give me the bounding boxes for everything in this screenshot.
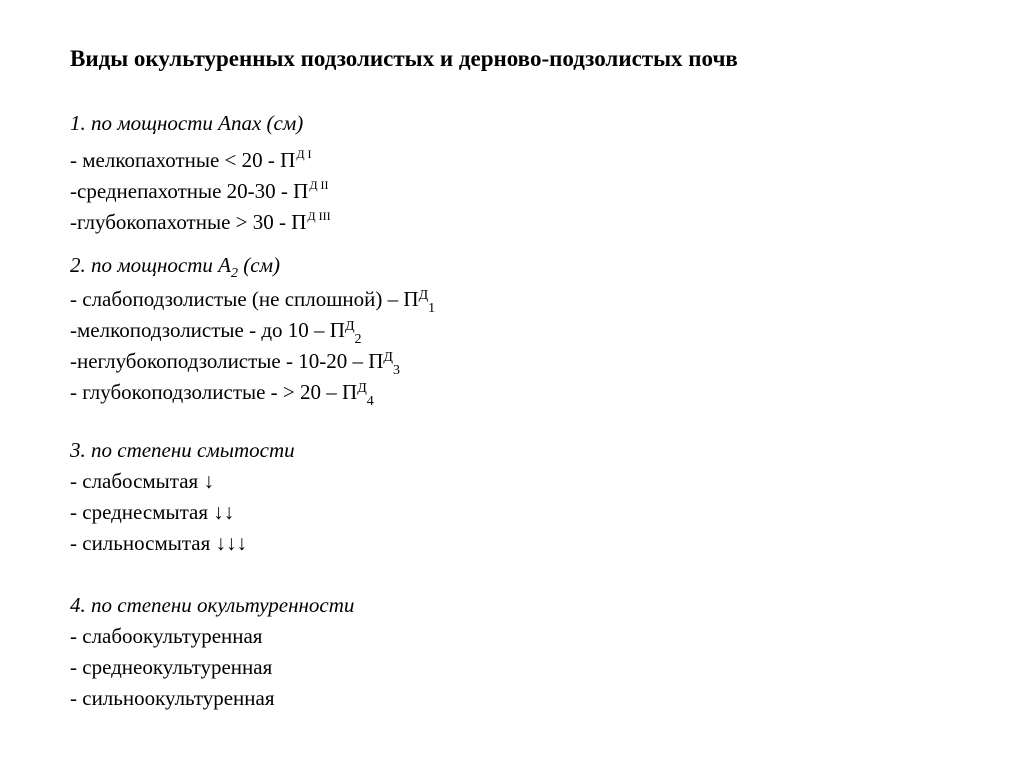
section-4-item-2: - среднеокультуренная [70, 655, 273, 679]
section-2-item-4 [70, 376, 374, 415]
section-1-item-2 [70, 172, 329, 204]
section-4-item-1: - слабоокультуренная [70, 624, 263, 648]
section-3-heading: 3. по степени смытости [70, 438, 295, 462]
soil-code-sub: 1 [428, 301, 436, 316]
soil-code: Д III [307, 209, 331, 223]
soil-code-sub: 3 [392, 363, 400, 378]
item-text: -глубокопахотные > 30 - П [70, 210, 307, 234]
soil-code-sup: Д [357, 381, 367, 396]
soil-code-sub: 2 [354, 332, 362, 347]
soil-code: Д I [296, 147, 312, 161]
section-2-heading [70, 252, 280, 287]
soil-code: Д II [309, 178, 329, 192]
soil-code-sub: 4 [366, 394, 374, 409]
item-text: - глубокоподзолистые - > 20 – П [70, 380, 358, 404]
heading-main: 2. по мощности А [70, 253, 231, 277]
soil-code-sup: Д [344, 319, 355, 334]
section-1-heading: 1. по мощности Апах (см) [70, 111, 304, 135]
heading-subscript: 2 [231, 266, 238, 281]
soil-code-sup: Д [418, 288, 429, 303]
item-text: -неглубокоподзолистые - 10-20 – П [70, 349, 384, 373]
item-text: -среднепахотные 20-30 - П [70, 179, 309, 203]
section-1-item-3 [70, 203, 331, 235]
slide-title: Виды окультуренных подзолистых и дерново-подзолистых почв [70, 46, 738, 71]
soil-code-sup: Д [383, 350, 393, 365]
section-1-item-1 [70, 141, 312, 173]
item-text: -мелкоподзолистые - до 10 – П [70, 318, 345, 342]
item-text: - слабоподзолистые (не сплошной) – П [70, 287, 419, 311]
section-4-heading: 4. по степени окультуренности [70, 593, 355, 617]
section-4-item-3: - сильноокультуренная [70, 686, 275, 710]
item-text: - мелкопахотные < 20 - П [70, 148, 296, 172]
section-3-item-1: - слабосмытая ↓ [70, 469, 214, 493]
section-3-item-3: - сильносмытая ↓↓↓ [70, 531, 248, 555]
section-3-item-2: - среднесмытая ↓↓ [70, 500, 235, 524]
heading-tail: (см) [238, 253, 280, 277]
